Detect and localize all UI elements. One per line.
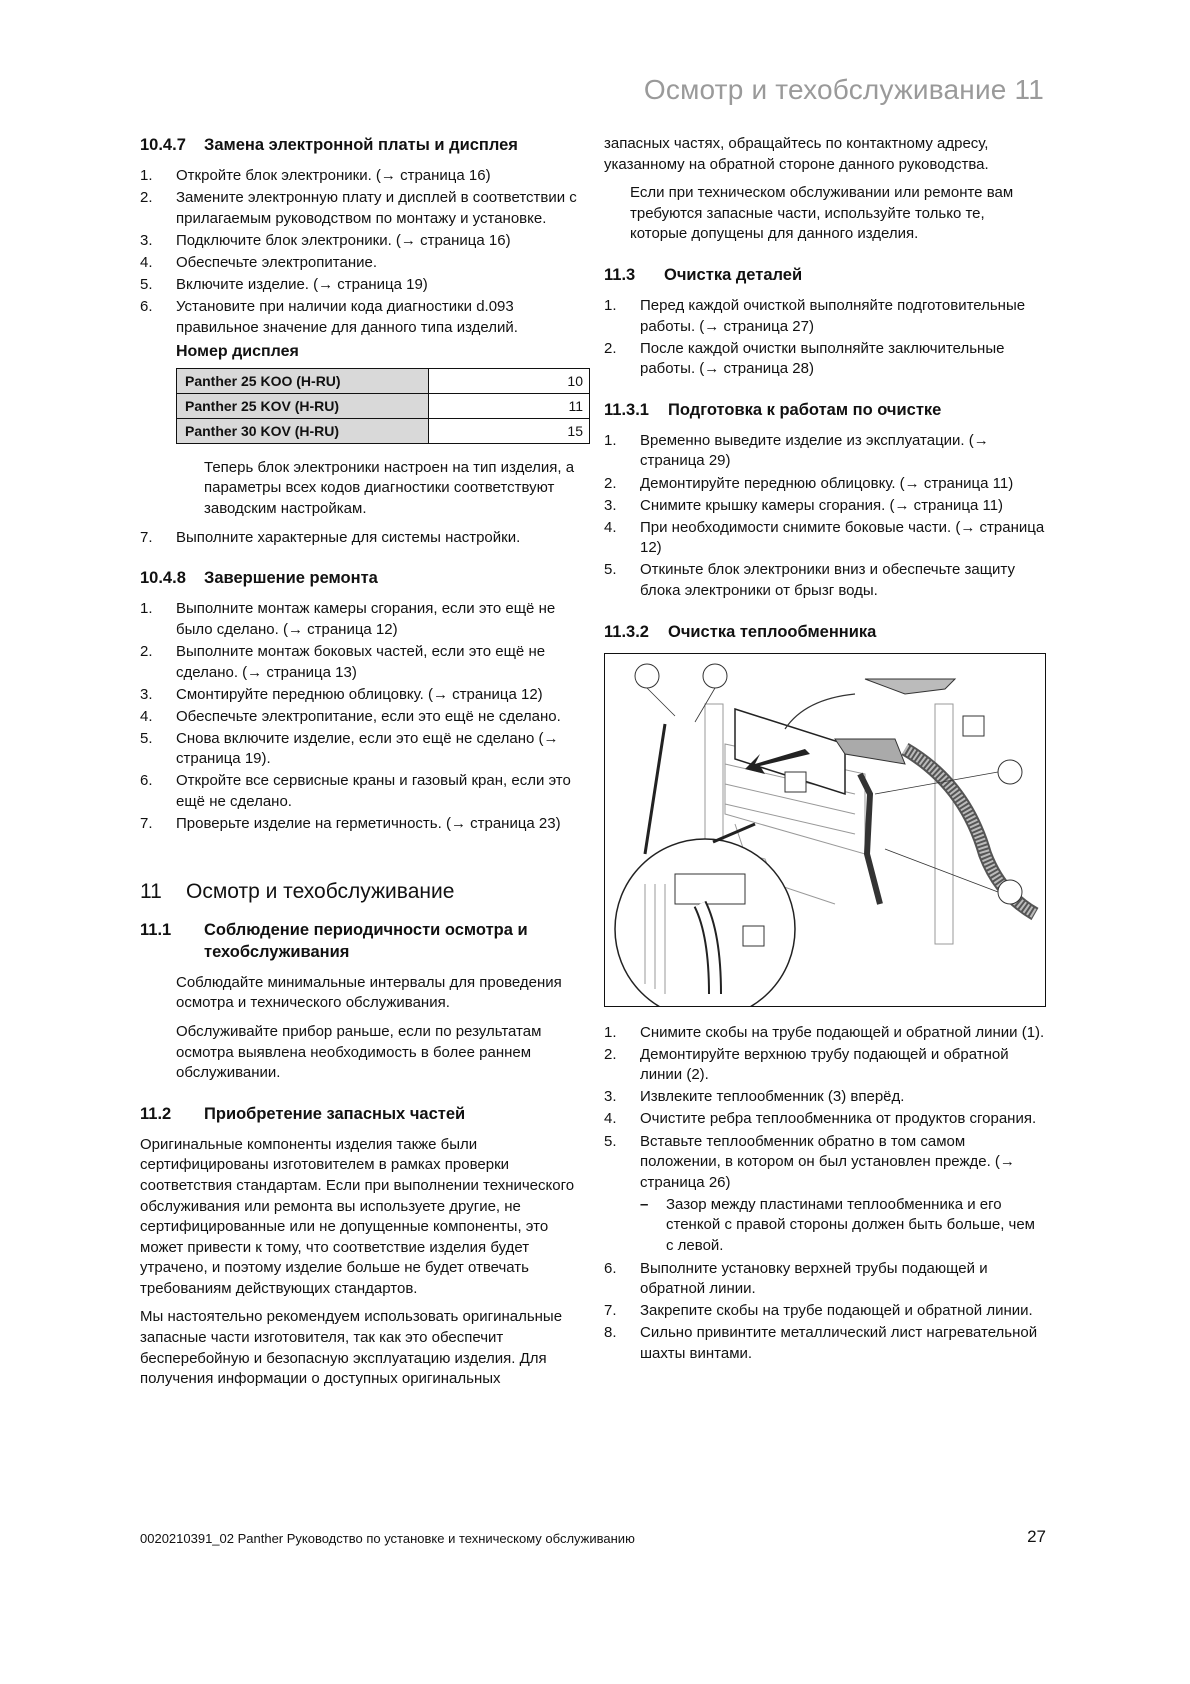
list-item	[140, 166, 582, 187]
steps-list	[140, 166, 582, 338]
list-item	[140, 814, 582, 835]
footer-document-title: 0020210391_02 Panther Руководство по установке и техническому обслуживанию	[140, 1531, 635, 1546]
step-text: Замените электронную плату и дисплей в соответствии с прилагаемым руководством по монтажу и установке.	[176, 189, 577, 227]
list-item	[140, 275, 582, 296]
left-column	[140, 134, 582, 1398]
list-item	[140, 188, 582, 229]
steps-list	[140, 528, 582, 549]
step-text: Вставьте теплообменник обратно в том самом положении, в котором он был установлен прежде. (→ страница 26)	[640, 1132, 1015, 1191]
section-11-2-heading	[140, 1103, 582, 1125]
list-item	[604, 1087, 1046, 1108]
chapter-number: 11	[140, 879, 162, 903]
running-header: Осмотр и техобслуживание 11	[643, 74, 1044, 105]
steps-list	[604, 1023, 1046, 1194]
step-text: Включите изделие. (→ страница 19)	[176, 275, 428, 293]
section-title: Завершение ремонта	[204, 569, 378, 588]
step-text: Подключите блок электроники. (→ страница 16)	[176, 231, 511, 249]
list-item	[140, 771, 582, 812]
section-number: 11.3.1	[604, 400, 649, 419]
section-10-4-7-heading	[140, 134, 582, 156]
paragraph: Оригинальные компоненты изделия также были сертифицированы изготовителем в рамках проверки соответствия стандартам. Если при выполнении технического обслуживания или ремонта вы используете другие, не сертифицированные или не допущенные компоненты, это может привести к тому, что соответствие изделия будет утрачено, и поэтому изделие больше не будет отвечать требованиям действующих стандартов.	[140, 1135, 575, 1297]
step-number: 6.	[140, 298, 153, 316]
step-number: 1.	[604, 1023, 617, 1041]
section-title: Подготовка к работам по очистке	[668, 400, 942, 419]
section-number: 11.1	[140, 920, 172, 939]
table-row	[177, 368, 590, 393]
step-text: Закрепите скобы на трубе подающей и обратной линии.	[640, 1302, 1033, 1320]
section-number: 11.2	[140, 1104, 172, 1123]
list-item	[140, 707, 582, 728]
step-text: Снимите крышку камеры сгорания. (→ страница 11)	[640, 496, 1004, 514]
step-text: Демонтируйте переднюю облицовку. (→ страница 11)	[640, 474, 1014, 492]
step-number: 3.	[604, 1088, 617, 1106]
section-title: Замена электронной платы и дисплея	[204, 136, 518, 154]
section-number: 10.4.7	[140, 136, 186, 154]
paragraph: Мы настоятельно рекомендуем использовать оригинальные запасные части изготовителя, так как это обеспечит бесперебойную и безопасную эксплуатацию изделия. Для получения информации о доступных оригинальных	[140, 1308, 563, 1388]
step-number: 7.	[140, 815, 153, 833]
list-item	[604, 1023, 1046, 1044]
model-cell: Panther 25 KOV (H-RU)	[177, 393, 429, 418]
section-title: Очистка деталей	[664, 265, 803, 284]
step-text: Обеспечьте электропитание, если это ещё не сделано.	[176, 707, 561, 725]
step-number: 2.	[604, 339, 617, 357]
section-number: 10.4.8	[140, 569, 186, 588]
list-item	[604, 1045, 1046, 1086]
step-number: 2.	[140, 189, 153, 207]
display-number-cell: 10	[429, 368, 590, 393]
step-number: 3.	[140, 231, 153, 249]
section-title: Соблюдение периодичности осмотра и техобслуживания	[204, 920, 528, 961]
step-text: Установите при наличии кода диагностики d.093 правильное значение для данного типа изделий.	[176, 298, 518, 336]
step-text: Очистите ребра теплообменника от продуктов сгорания.	[640, 1110, 1037, 1128]
section-number: 11.3.2	[604, 622, 649, 641]
list-item	[140, 231, 582, 252]
list-item	[140, 528, 582, 549]
step-number: 1.	[604, 296, 617, 314]
model-cell: Panther 25 KOO (H-RU)	[177, 368, 429, 393]
step-text: Сильно привинтите металлический лист нагревательной шахты винтами.	[640, 1324, 1038, 1362]
step-number: 7.	[604, 1302, 617, 1320]
step-text: Выполните монтаж камеры сгорания, если это ещё не было сделано. (→ страница 12)	[176, 600, 556, 638]
step-number: 4.	[140, 253, 153, 271]
step-text: Снимите скобы на трубе подающей и обратной линии (1).	[640, 1023, 1045, 1041]
display-number-table	[176, 368, 590, 444]
list-item	[604, 339, 1046, 380]
section-10-4-8-heading	[140, 567, 582, 589]
section-title: Приобретение запасных частей	[204, 1104, 466, 1123]
section-title: Очистка теплообменника	[668, 622, 877, 641]
step-text: Проверьте изделие на герметичность. (→ страница 23)	[176, 815, 561, 833]
step-text: Откройте блок электроники. (→ страница 16)	[176, 167, 491, 184]
section-11-3-1-heading	[604, 399, 1046, 421]
step-text: Снова включите изделие, если это ещё не сделано (→ страница 19).	[176, 729, 559, 768]
step-text: После каждой очистки выполняйте заключительные работы. (→ страница 28)	[640, 339, 1005, 378]
steps-list	[140, 599, 582, 835]
steps-list	[604, 1259, 1046, 1365]
step-number: 3.	[140, 685, 153, 703]
display-number-cell: 15	[429, 418, 590, 443]
step-number: 5.	[140, 275, 153, 293]
right-column	[604, 134, 1046, 1366]
step-text: Временно выведите изделие из эксплуатации. (→ страница 29)	[640, 431, 989, 470]
section-number: 11.3	[604, 265, 636, 284]
section-11-1-heading	[140, 919, 582, 963]
chapter-title: Осмотр и техобслуживание	[186, 879, 455, 903]
step-number: 3.	[604, 496, 617, 514]
list-item	[140, 642, 582, 683]
note: Если при техническом обслуживании или ремонте вам требуются запасные части, используйте только те, которые допущены для данного изделия.	[630, 184, 1014, 243]
step-text: Извлеките теплообменник (3) вперёд.	[640, 1088, 905, 1106]
model-cell: Panther 30 KOV (H-RU)	[177, 418, 429, 443]
step-text: Выполните характерные для системы настройки.	[176, 528, 521, 546]
list-item	[604, 431, 1046, 472]
step-text: При необходимости снимите боковые части. (→ страница 12)	[640, 518, 1045, 557]
steps-list	[604, 296, 1046, 380]
step-text: Демонтируйте верхнюю трубу подающей и обратной линии (2).	[640, 1045, 1009, 1084]
step-number: 4.	[604, 1110, 617, 1128]
sub-bullet-text: Зазор между пластинами теплообменника и его стенкой с правой стороны должен быть больше, чем с левой.	[666, 1195, 1035, 1255]
paragraph: Обслуживайте прибор раньше, если по результатам осмотра выявлена необходимость в более раннем обслуживании.	[176, 1022, 542, 1082]
step-number: 4.	[140, 707, 153, 725]
step-number: 5.	[604, 561, 617, 579]
list-item	[140, 599, 582, 640]
list-item	[604, 1109, 1046, 1130]
paragraph: запасных частях, обращайтесь по контактному адресу, указанному на обратной стороне данного руководства.	[604, 135, 989, 173]
step-text: Откройте все сервисные краны и газовый кран, если это ещё не сделано.	[176, 772, 571, 811]
step-number: 2.	[140, 642, 153, 660]
list-item	[604, 1259, 1046, 1300]
step-text: Откиньте блок электроники вниз и обеспечьте защиту блока электроники от брызг воды.	[640, 561, 1015, 599]
section-11-3-heading	[604, 264, 1046, 286]
table-row	[177, 393, 590, 418]
list-item	[604, 496, 1046, 517]
section-11-3-2-heading	[604, 621, 1046, 643]
step-text: Обеспечьте электропитание.	[176, 253, 377, 271]
step-text: Перед каждой очисткой выполняйте подготовительные работы. (→ страница 27)	[640, 296, 1026, 335]
list-item	[604, 474, 1046, 495]
step-number: 5.	[140, 729, 153, 747]
paragraph: Соблюдайте минимальные интервалы для проведения осмотра и технического обслуживания.	[176, 973, 562, 1012]
chapter-11-heading	[140, 879, 582, 905]
page-number: 27	[1027, 1527, 1046, 1546]
step-number: 6.	[604, 1259, 617, 1277]
illustration-drawing	[605, 654, 1045, 1006]
note: Теперь блок электроники настроен на тип изделия, а параметры всех кодов диагностики соответствуют заводским настройкам.	[204, 458, 575, 518]
step-number: 7.	[140, 528, 153, 546]
list-item	[604, 1132, 1046, 1194]
list-item	[604, 518, 1046, 559]
list-item	[140, 297, 582, 338]
step-number: 1.	[140, 167, 153, 184]
table-title: Номер дисплея	[176, 343, 299, 361]
list-item	[604, 1323, 1046, 1364]
list-item	[140, 685, 582, 706]
step-number: 4.	[604, 518, 617, 536]
step-number: 5.	[604, 1132, 617, 1150]
step-number: 1.	[140, 600, 153, 618]
step-number: 2.	[604, 474, 617, 492]
steps-list	[604, 431, 1046, 602]
sub-bullet	[604, 1195, 1046, 1257]
step-number: 8.	[604, 1324, 617, 1342]
step-text: Выполните установку верхней трубы подающей и обратной линии.	[640, 1259, 988, 1298]
list-item	[604, 560, 1046, 601]
step-text: Смонтируйте переднюю облицовку. (→ страница 12)	[176, 685, 543, 703]
step-number: 6.	[140, 772, 153, 790]
step-text: Выполните монтаж боковых частей, если это ещё не сделано. (→ страница 13)	[176, 642, 546, 681]
list-item	[604, 1301, 1046, 1322]
list-item	[140, 729, 582, 770]
step-number: 1.	[604, 431, 617, 449]
dash-icon: –	[640, 1195, 649, 1213]
heat-exchanger-illustration	[604, 653, 1046, 1007]
step-number: 2.	[604, 1045, 617, 1063]
table-row	[177, 418, 590, 443]
list-item	[140, 253, 582, 274]
list-item	[604, 296, 1046, 337]
display-number-cell: 11	[429, 393, 590, 418]
